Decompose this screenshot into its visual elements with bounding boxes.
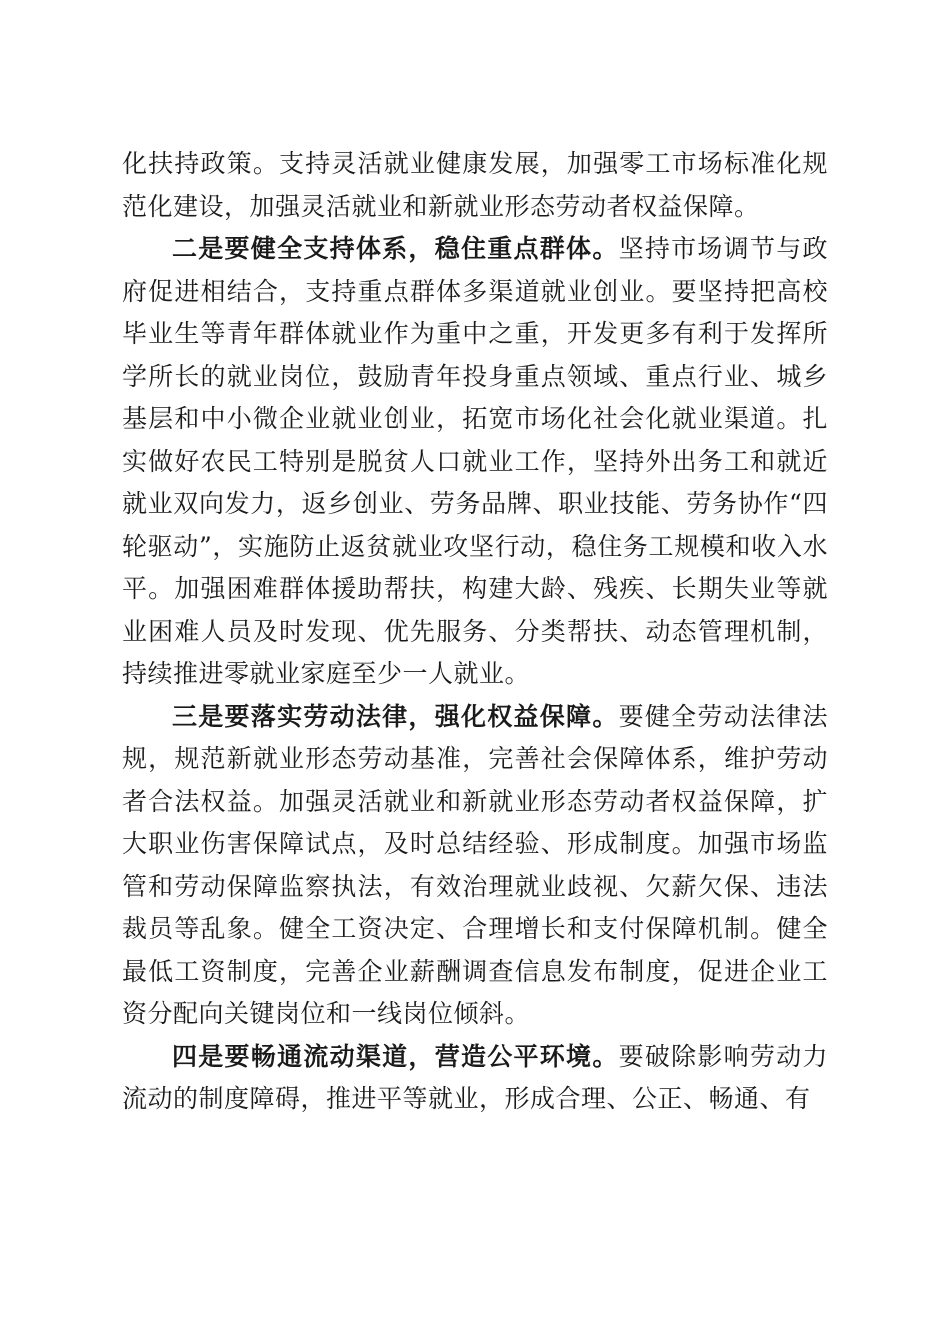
paragraph-text: 要破除影响劳动力流动的制度障碍，推进平等就业，形成合理、公正、畅通、有: [122, 1041, 828, 1113]
paragraph-heading: 二是要健全支持体系，稳住重点群体。: [172, 234, 619, 263]
paragraph-support-system: [122, 228, 828, 696]
paragraph-continuation: [122, 143, 828, 228]
paragraph-heading: 四是要畅通流动渠道，营造公平环境。: [172, 1041, 619, 1071]
paragraph-text: 要健全劳动法律法规，规范新就业形态劳动基准，完善社会保障体系，维护劳动者合法权益。加强灵活就业和新就业形态劳动者权益保障，扩大职业伤害保障试点，及时总结经验、形成制度。加强市场监管和劳动保障监察执法，有效治理就业歧视、欠薪欠保、违法裁员等乱象。健全工资决定、合理增长和支付保障机制。健全最低工资制度，完善企业薪酬调查信息发布制度，促进企业工资分配向关键岗位和一线岗位倾斜。: [122, 701, 828, 1028]
paragraph-text: 化扶持政策。支持灵活就业健康发展，加强零工市场标准化规范化建设，加强灵活就业和新就业形态劳动者权益保障。: [122, 149, 828, 221]
paragraph-text: 坚持市场调节与政府促进相结合，支持重点群体多渠道就业创业。要坚持把高校毕业生等青年群体就业作为重中之重，开发更多有利于发挥所学所长的就业岗位，鼓励青年投身重点领域、重点行业、城乡基层和中小微企业就业创业，拓宽市场化社会化就业渠道。扎实做好农民工特别是脱贫人口就业工作，坚持外出务工和就近就业双向发力，返乡创业、劳务品牌、职业技能、劳务协作“四轮驱动”，实施防止返贫就业攻坚行动，稳住务工规模和收入水平。加强困难群体援助帮扶，构建大龄、残疾、长期失业等就业困难人员及时发现、优先服务、分类帮扶、动态管理机制，持续推进零就业家庭至少一人就业。: [122, 234, 828, 688]
paragraph-heading: 三是要落实劳动法律，强化权益保障。: [172, 701, 619, 731]
document-body: [122, 143, 828, 1121]
paragraph-labor-law: [122, 696, 828, 1036]
paragraph-mobility: [122, 1036, 828, 1121]
